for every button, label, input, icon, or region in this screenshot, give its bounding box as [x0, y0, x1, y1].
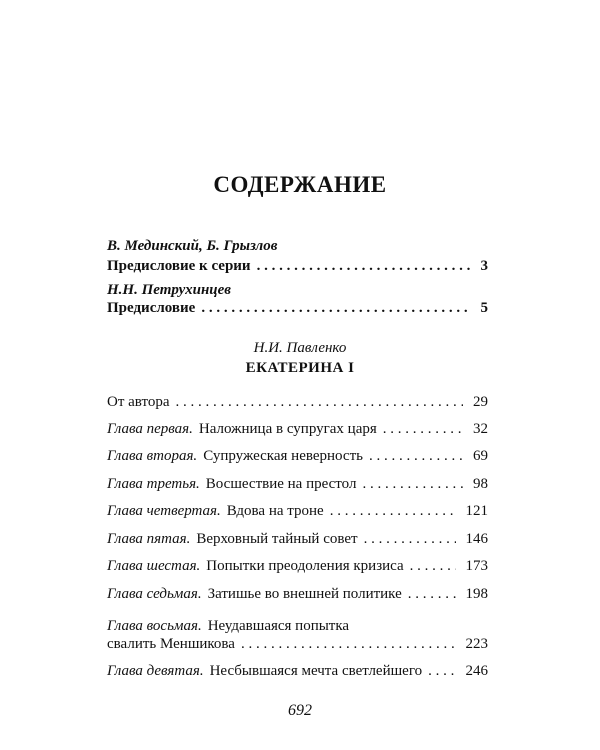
- toc-entry-preface[interactable]: [107, 300, 488, 317]
- chapter-number: Глава пятая.: [107, 531, 191, 547]
- entry-label: Предисловие: [107, 300, 196, 316]
- entry-label: Предисловие к серии: [107, 258, 251, 274]
- chapter-number: Глава четвертая.: [107, 503, 221, 519]
- leader-dots: [410, 558, 456, 575]
- book-title: ЕКАТЕРИНА I: [245, 360, 355, 376]
- entry-page: 198: [465, 586, 488, 602]
- toc-entry-chapter-1[interactable]: [107, 421, 488, 438]
- chapter-number: Глава восьмая.: [107, 618, 202, 634]
- leader-dots: [330, 503, 456, 520]
- toc-entry-chapter-4[interactable]: [107, 503, 488, 520]
- chapter-number: Глава первая.: [107, 421, 193, 437]
- leader-dots: [201, 300, 470, 317]
- leader-dots: [176, 394, 463, 411]
- chapter-number: Глава девятая.: [107, 663, 204, 679]
- leader-dots: [383, 421, 463, 438]
- entry-page: 121: [465, 503, 488, 519]
- page-number: 692: [288, 702, 312, 719]
- leader-dots: [241, 636, 456, 653]
- entry-label: От автора: [107, 394, 170, 410]
- entry-label: Затишье во внешней политике: [207, 586, 402, 602]
- entry-page: 32: [473, 421, 488, 437]
- toc-entry-from-author[interactable]: [107, 394, 488, 411]
- entry-label: Попытки преодоления кризиса: [206, 558, 404, 574]
- chapter-number: Глава вторая.: [107, 448, 198, 464]
- toc-entry-chapter-9[interactable]: [107, 663, 488, 680]
- entry-page: 5: [480, 300, 488, 316]
- toc-entry-chapter-7[interactable]: [107, 586, 488, 603]
- entry-label: Восшествие на престол: [205, 476, 357, 492]
- toc-entry-chapter-3[interactable]: [107, 476, 488, 493]
- leader-dots: [362, 476, 463, 493]
- entry-page: 98: [473, 476, 488, 492]
- entry-label-line-1: Неудавшаяся попытка: [207, 618, 350, 634]
- toc-entry-chapter-2[interactable]: [107, 448, 488, 465]
- entry-page: 69: [473, 448, 488, 464]
- preface-author-1: В. Мединский, Б. Грызлов: [107, 238, 278, 254]
- entry-label: Вдова на троне: [226, 503, 324, 519]
- entry-label: Верховный тайный совет: [196, 531, 358, 547]
- entry-page: 223: [465, 636, 488, 652]
- entry-label-line-2: свалить Меншикова: [107, 636, 235, 652]
- chapter-number: Глава шестая.: [107, 558, 201, 574]
- entry-page: 3: [480, 258, 488, 274]
- entry-label: Несбывшаяся мечта светлейшего: [209, 663, 423, 679]
- leader-dots: [364, 531, 456, 548]
- entry-page: 146: [465, 531, 488, 547]
- chapter-number: Глава третья.: [107, 476, 200, 492]
- book-author: Н.И. Павленко: [253, 340, 347, 356]
- chapter-number: Глава седьмая.: [107, 586, 202, 602]
- preface-author-2: Н.Н. Петрухинцев: [107, 282, 232, 298]
- entry-page: 173: [465, 558, 488, 574]
- page-title: СОДЕРЖАНИЕ: [213, 172, 387, 197]
- entry-label: Наложница в супругах царя: [198, 421, 377, 437]
- leader-dots: [257, 258, 471, 275]
- leader-dots: [369, 448, 463, 465]
- entry-page: 246: [465, 663, 488, 679]
- leader-dots: [408, 586, 456, 603]
- toc-entry-chapter-8-line-1[interactable]: [107, 618, 349, 635]
- toc-entry-chapter-6[interactable]: [107, 558, 488, 575]
- entry-label: Супружеская неверность: [203, 448, 363, 464]
- toc-entry-chapter-8[interactable]: [107, 636, 488, 653]
- toc-entry-chapter-5[interactable]: [107, 531, 488, 548]
- entry-page: 29: [473, 394, 488, 410]
- leader-dots: [428, 663, 455, 680]
- toc-entry-preface-series[interactable]: [107, 258, 488, 275]
